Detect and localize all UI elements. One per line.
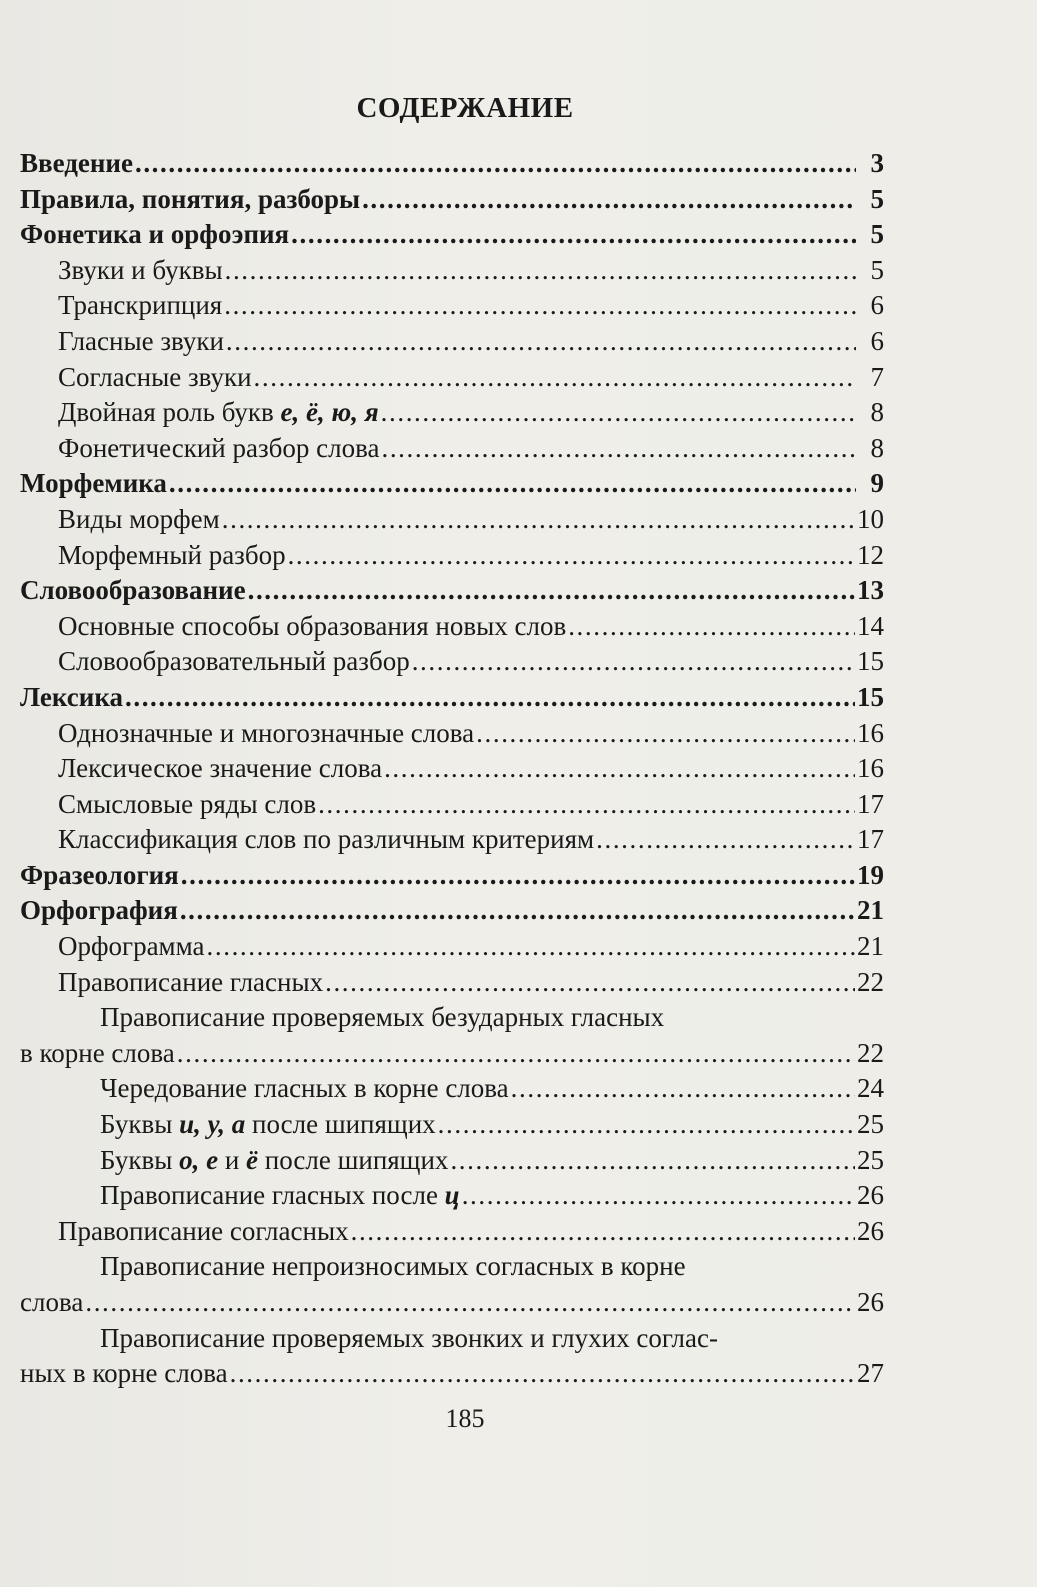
- toc-entry-title: Фонетика и орфоэпия: [20, 219, 290, 250]
- toc-entry-title: Морфемный разбор: [58, 539, 286, 570]
- toc-entry-page: 25: [857, 1144, 884, 1175]
- dot-leader: [568, 609, 855, 645]
- toc-entry-title: Гласные звуки: [58, 325, 224, 356]
- toc-entry-page: 21: [857, 895, 884, 926]
- dot-leader: [476, 716, 855, 752]
- dot-leader: [450, 1143, 855, 1179]
- toc-entry: [20, 1356, 884, 1392]
- dot-leader: [362, 182, 856, 218]
- toc-entry-page: 13: [857, 575, 884, 606]
- dot-leader: [180, 893, 855, 929]
- toc-entry-title-rest: после шипящих: [245, 1109, 436, 1140]
- toc-entry-title-text: Правописание гласных после: [100, 1180, 445, 1211]
- page-title: СОДЕРЖАНИЕ: [356, 92, 574, 124]
- toc-entry-title: Транскрипция: [58, 290, 223, 321]
- toc-entry-page: 8: [870, 432, 884, 463]
- dot-leader: [225, 253, 856, 289]
- dot-leader: [125, 680, 855, 716]
- toc-entry-title: Фразеология: [20, 859, 179, 890]
- toc-entry-title-mid: и: [218, 1144, 247, 1175]
- toc-entry-title: Лексика: [20, 681, 123, 712]
- toc-entry-page: 5: [870, 183, 884, 214]
- toc-entry: [20, 431, 884, 467]
- dot-leader: [224, 288, 856, 324]
- toc-entry-page: 5: [870, 219, 884, 250]
- dot-leader: [222, 502, 855, 538]
- toc-entry-page: 6: [870, 290, 884, 321]
- toc-entry: [20, 787, 884, 823]
- toc-entry-page: 9: [870, 468, 884, 499]
- dot-leader: [381, 431, 856, 467]
- toc-entry-page: 24: [857, 1073, 884, 1104]
- toc-entry-title: Чередование гласных в корне слова: [100, 1073, 509, 1104]
- toc-entry: [20, 538, 884, 574]
- dot-leader: [135, 146, 856, 182]
- toc-entry-page: 26: [857, 1180, 884, 1211]
- toc-entry-title-line1: Правописание проверяемых звонких и глухих соглас-: [100, 1322, 718, 1353]
- toc-entry-page: 21: [857, 931, 884, 962]
- toc-entry: [20, 1071, 884, 1107]
- toc-entry: [20, 253, 884, 289]
- toc-entry-title-line2: в корне слова: [20, 1037, 175, 1068]
- toc-entry: [20, 1214, 884, 1250]
- dot-leader: [85, 1285, 855, 1321]
- toc-entry: [20, 965, 884, 1001]
- toc-entry-page: 16: [857, 717, 884, 748]
- toc-entry-title: Правописание согласных: [58, 1215, 349, 1246]
- dot-leader: [288, 538, 855, 574]
- toc-entry: [20, 1036, 884, 1072]
- toc-entry-title: Словообразование: [20, 575, 246, 606]
- toc-entry-title: Лексическое значение слова: [58, 753, 383, 784]
- toc-entry-title: Орфограмма: [58, 931, 205, 962]
- toc-entry-title-rest: после шипящих: [258, 1144, 449, 1175]
- toc-entry-page: 5: [870, 254, 884, 285]
- toc-entry-letters: ё: [246, 1144, 259, 1175]
- toc-entry: [20, 502, 884, 538]
- toc-entry: [20, 716, 884, 752]
- toc-entry-page: 26: [857, 1215, 884, 1246]
- toc-entry: [20, 822, 884, 858]
- dot-leader: [351, 1214, 855, 1250]
- toc-entry-letters: ц: [444, 1180, 460, 1211]
- toc-entry: [20, 395, 884, 431]
- toc-entry-page: 19: [857, 859, 884, 890]
- toc-entry: [20, 893, 884, 929]
- toc-entry-page: 14: [857, 610, 884, 641]
- dot-leader: [596, 822, 855, 858]
- toc-entry-title-line2: ных в корне слова: [20, 1358, 228, 1389]
- dot-leader: [181, 858, 855, 894]
- toc-entry: [20, 466, 884, 502]
- toc-entry-title: Словообразовательный разбор: [58, 646, 410, 677]
- toc-entry-title: Орфография: [20, 895, 178, 926]
- toc-entry-title-text: Буквы: [100, 1109, 180, 1140]
- toc-entry: [20, 858, 884, 894]
- toc-entry-page: 22: [857, 1037, 884, 1068]
- toc-entry-title: Фонетический разбор слова: [58, 432, 380, 463]
- toc-entry: [20, 1285, 884, 1321]
- toc-entry-page: 3: [870, 148, 884, 178]
- toc-entry-page: 17: [857, 824, 884, 855]
- toc-entry: [20, 146, 884, 182]
- toc-entry-page: 26: [857, 1287, 884, 1317]
- dot-leader: [318, 787, 855, 823]
- dot-leader: [226, 324, 856, 360]
- toc-entry-title: Морфемика: [20, 468, 167, 499]
- dot-leader: [254, 360, 856, 396]
- toc-entry-page: 15: [857, 646, 884, 677]
- toc-entry-title: Правописание гласных: [58, 966, 324, 997]
- toc-entry: [20, 182, 884, 218]
- toc-entry: [20, 929, 884, 965]
- toc-entry: [20, 324, 884, 360]
- toc-entry-title-line2: слова: [20, 1287, 84, 1317]
- toc-entry: [20, 609, 884, 645]
- dot-leader: [412, 644, 855, 680]
- dot-leader: [462, 1178, 855, 1214]
- dot-leader: [177, 1036, 855, 1072]
- toc-entry: [20, 360, 884, 396]
- toc-entry-title-line1: Правописание непроизносимых согласных в корне: [100, 1251, 686, 1282]
- dot-leader: [384, 751, 855, 787]
- toc-entry-title: Виды морфем: [58, 503, 220, 534]
- toc-entry-page: 12: [857, 539, 884, 570]
- toc-entry-letters: о, е: [179, 1144, 219, 1175]
- toc-entry-title: Основные способы образования новых слов: [58, 610, 567, 641]
- toc-entry-title-text: Двойная роль букв: [58, 397, 281, 428]
- toc-entry-page: 10: [857, 503, 884, 534]
- toc-entry: [20, 217, 884, 253]
- toc-entry-title: Классификация слов по различным критериям: [58, 824, 595, 855]
- toc-entry-title: [100, 1178, 460, 1214]
- toc-entry: [20, 288, 884, 324]
- toc-entry-page: 17: [857, 788, 884, 819]
- toc-entry-title: Согласные звуки: [58, 361, 252, 392]
- dot-leader: [207, 929, 855, 965]
- dot-leader: [381, 395, 856, 431]
- toc-entry-title-text: Буквы: [100, 1144, 180, 1175]
- dot-leader: [248, 573, 855, 609]
- toc-entry-title: Однозначные и многозначные слова: [58, 717, 475, 748]
- toc-entry-title: Смысловые ряды слов: [58, 788, 317, 819]
- toc-entry: [20, 1178, 884, 1214]
- dot-leader: [169, 466, 856, 502]
- toc-entry-title-line1: Правописание проверяемых безударных гласных: [100, 1002, 665, 1033]
- toc-entry-page: 15: [857, 681, 884, 712]
- dot-leader: [325, 965, 855, 1001]
- toc-entry: [20, 1107, 884, 1143]
- toc-entry-page: 22: [857, 966, 884, 997]
- toc-entry: [20, 680, 884, 716]
- toc-entry-title: Правила, понятия, разборы: [20, 183, 361, 214]
- toc-entry: [20, 644, 884, 680]
- toc-entry-title: [100, 1143, 448, 1179]
- page-number: 185: [445, 1404, 485, 1433]
- toc-entry-letters: и, у, а: [179, 1109, 246, 1140]
- toc-entry: [20, 1143, 884, 1179]
- toc-entry-title: Звуки и буквы: [58, 254, 223, 285]
- toc-entry-letters: е, ё, ю, я: [280, 397, 379, 428]
- toc-entry-page: 6: [870, 325, 884, 356]
- dot-leader: [438, 1107, 855, 1143]
- dot-leader: [511, 1071, 855, 1107]
- dot-leader: [230, 1356, 855, 1392]
- toc-entry-page: 27: [857, 1358, 884, 1389]
- toc-entry: [20, 573, 884, 609]
- toc-entry-title: Введение: [20, 148, 133, 178]
- dot-leader: [291, 217, 856, 253]
- table-of-contents: [20, 146, 884, 1392]
- toc-entry-title: [58, 395, 379, 431]
- toc-entry: [20, 751, 884, 787]
- toc-entry-page: 25: [857, 1109, 884, 1140]
- toc-entry-page: 8: [870, 397, 884, 428]
- toc-entry-page: 16: [857, 753, 884, 784]
- toc-entry-page: 7: [870, 361, 884, 392]
- toc-entry-title: [100, 1107, 436, 1143]
